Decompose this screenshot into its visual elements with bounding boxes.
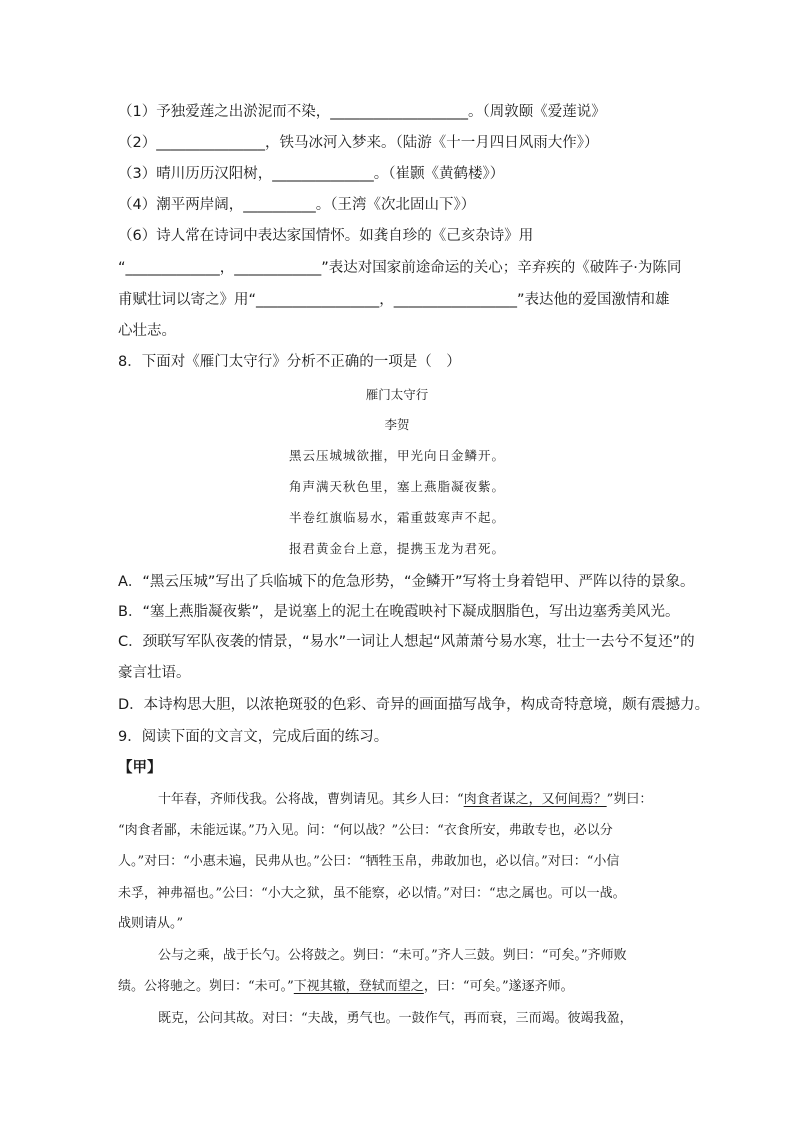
- question-9-stem: 9．阅读下面的文言文，完成后面的练习。: [118, 729, 389, 745]
- option-d: D．本诗构思大胆，以浓艳斑驳的色彩、奇异的画面描写战争，构成奇特意境，颇有震撼力。: [118, 697, 710, 713]
- classic-p1-line-4: 未孚，神弗福也。”公曰：“小大之狱，虽不能察，必以情。”对曰：“忠之属也。可以一战。: [118, 886, 626, 901]
- option-b: B．“塞上燕脂凝夜紫”，是说塞上的泥土在晚霞映衬下凝成胭脂色，写出边塞秀美风光。: [118, 604, 680, 620]
- fill-line-2: （2）_______________，铁马冰河入梦来。（陆游《十一月四日风雨大作》）: [118, 135, 599, 151]
- classic-p1-line-1: [158, 790, 678, 810]
- poem-line-3: 半卷红旗临易水，霜重鼓寒声不起。: [288, 510, 505, 525]
- fill-line-1: （1）予独爱莲之出淤泥而不染，___________________。（周敦颐《爱莲说》: [118, 104, 606, 120]
- option-a: A．“黑云压城”写出了兵临城下的危急形势，“金鳞开”写将士身着铠甲、严阵以待的景象。: [118, 574, 695, 590]
- fill-line-3: （3）晴川历历汉阳树，______________。（崔颢《黄鹤楼》）: [118, 166, 505, 182]
- fill-line-6-cont-1: “_____________，____________”表达对国家前途命运的关心；辛弃疾的《破阵子·为陈同: [118, 260, 682, 276]
- option-c: C．颈联写军队夜袭的情景，“易水”一词让人想起“风萧萧兮易水寒，壮士一去兮不复还”的: [118, 634, 695, 650]
- fill-line-4: （4）潮平两岸阔，__________。（王湾《次北固山下》）: [118, 197, 476, 213]
- classic-p1-line-2: “肉食者鄙，未能远谋。”乃入见。问：“何以战？”公曰：“衣食所安，弗敢专也，必以分: [118, 823, 613, 838]
- classic-p2-line-1: 公与之乘，战于长勺。公将鼓之。刿曰：“未可。”齐人三鼓。刿曰：“可矣。”齐师败: [158, 948, 627, 963]
- poem-line-1: 黑云压城城欲摧，甲光向日金鳞开。: [288, 448, 505, 463]
- classic-p2-text-b: ，曰：“可矣。”遂逐齐师。: [423, 979, 574, 994]
- fill-line-6: （6）诗人常在诗词中表达家国情怀。如龚自珍的《己亥杂诗》用: [118, 228, 534, 244]
- poem-line-2: 角声满天秋色里，塞上燕脂凝夜紫。: [288, 479, 505, 494]
- poem-line-4: 报君黄金台上意，提携玉龙为君死。: [288, 541, 505, 556]
- classic-p1-line-3: 人。”对曰：“小惠未遍，民弗从也。”公曰：“牺牲玉帛，弗敢加也，必以信。”对曰：“小信: [118, 854, 620, 869]
- poem-title: 雁门太守行: [365, 387, 429, 402]
- fill-line-6-cont-3: 心壮志。: [118, 323, 176, 339]
- classic-p3-line-1: 既克，公问其故。对曰：“夫战，勇气也。一鼓作气，再而衰，三而竭。彼竭我盈，: [158, 1011, 633, 1026]
- question-8-stem: 8．下面对《雁门太守行》分析不正确的一项是（ ）: [118, 354, 461, 370]
- underlined-phrase-2: 下视其辙，登轼而望之: [293, 979, 424, 994]
- fill-line-6-cont-2: 甫赋壮词以寄之》用“_________________，_________________”表达他的爱国激情和雄: [118, 292, 670, 308]
- underlined-phrase-1: 肉食者谋之，又何间焉？: [463, 792, 607, 807]
- classic-p2-line-2: [118, 977, 678, 997]
- classic-p1-text-b: ”刿曰：: [606, 792, 653, 807]
- classic-p1-line-5: 战则请从。”: [118, 916, 184, 931]
- classic-p2-text-a: 绩。公将驰之。刿曰：“未可。”: [118, 979, 294, 994]
- option-c-cont: 豪言壮语。: [118, 665, 191, 681]
- section-label-jia: 【甲】: [118, 760, 162, 776]
- classic-p1-text-a: 十年春，齐师伐我。公将战，曹刿请见。其乡人曰：“: [158, 792, 464, 807]
- poem-author: 李贺: [384, 417, 410, 432]
